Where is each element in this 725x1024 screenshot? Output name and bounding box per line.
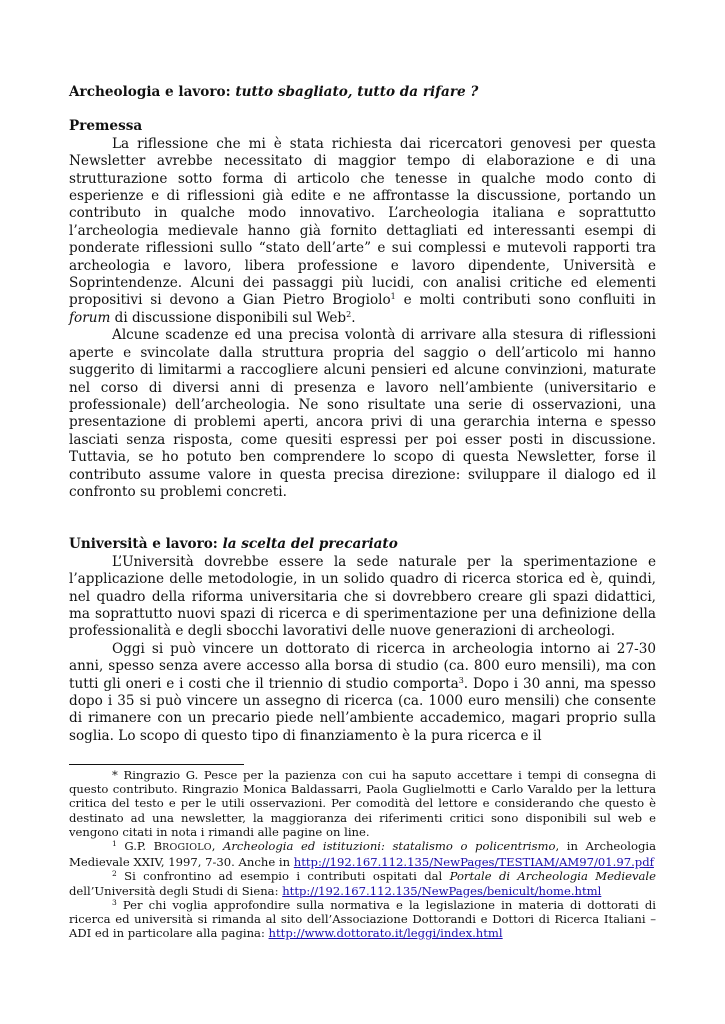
paragraph: La riflessione che mi è stata richiesta dai ricercatori genovesi per questa Newsletter avrebbe necessitato di maggior tempo di elaborazione e di una strutturazione sotto forma di articolo che tenesse in qualche modo conto di esperienze e di riflessioni già edite e ne affrontasse la discussione, portando un contributo in qualche modo innovativo. L’archeologia italiana e soprattutto l’archeologia medievale hanno già fornito dettagliati ed interessanti esempi di ponderate riflessioni sullo “stato dell’arte” e sui complessi e mutevoli rapporti tra archeologia e lavoro, libera professione e lavoro dipendente, Università e Soprintendenze. Alcuni dei passaggi più lucidi, con analisi critiche ed elementi propositivi si devono a Gian Pietro Brogiolo$^1$ e molti contributi sono confluiti in forum di discussione disponibili sul Web$^2$.	[69, 135, 656, 326]
footnote-ref-1[interactable]: 1	[390, 292, 396, 302]
section-heading-premessa: Premessa	[69, 118, 143, 135]
footnote-2: $^2$ Si confrontino ad esempio i contributi ospitati dal Portale di Archeologia Medievale dell’Università degli Studi di Siena: http://192.167.112.135/NewPages/benicult/home.html	[69, 869, 656, 898]
paragraph: Oggi si può vincere un dottorato di ricerca in archeologia intorno ai 27-30 anni, spesso senza avere accesso alla borsa di studio (ca. 800 euro mensili), ma con tutti gli oneri e i costi che il triennio di studio comporta$^3$. Dopo i 30 anni, ma spesso dopo i 35 si può vincere un assegno di ricerca (ca. 1000 euro mensili) che consente di rimanere con un precario piede nell’ambiente accademico, magari proprio sulla soglia. Lo scopo di questo tipo di finanziamento è la pura ricerca e il	[69, 640, 656, 744]
footnote-divider	[69, 764, 244, 765]
main-text	[69, 84, 656, 745]
footnote-3-link[interactable]: http://www.dottorato.it/leggi/index.html	[268, 926, 503, 941]
paragraph: L’Università dovrebbe essere la sede naturale per la sperimentazione e l’applicazione delle metodologie, in un solido quadro di ricerca storica ed è, quindi, nel quadro della riforma universitaria che si dovrebbero creare gli spazi didattici, ma soprattutto nuovi spazi di ricerca e di sperimentazione per una definizione della professionalità e degli sbocchi lavorativi delle nuove generazioni di archeologi.	[69, 553, 656, 640]
footnote-ref-2[interactable]: 2	[346, 309, 352, 319]
title-italic: tutto sbagliato, tutto da rifare ?	[235, 84, 479, 100]
paragraph: Alcune scadenze ed una precisa volontà di arrivare alla stesura di riflessioni aperte e svincolate dalla struttura propria del saggio o dell’articolo mi hanno suggerito di limitarmi a raccogliere alcuni pensieri ed alcune convinzioni, maturate nel corso di diversi anni di presenza e lavoro nell’ambiente (universitario e professionale) dell’archeologia. Ne sono risultate una serie di osservazioni, una presentazione di problemi aperti, ancora privi di una gerarchia interna e spesso lasciati senza risposta, come quesiti espressi per poi esser posti in discussione. Tuttavia, se ho potuto ben comprendere lo scopo di questa Newsletter, forse il contributo assume valore in questa precisa direzione: sviluppare il dialogo ed il confronto su problemi concreti.	[69, 327, 656, 500]
title-bold: Archeologia e lavoro:	[69, 84, 231, 100]
footnotes	[69, 764, 656, 940]
footnote-star: * Ringrazio G. Pesce per la pazienza con cui ha saputo accettare i tempi di consegna di questo contributo. Ringrazio Monica Baldassarri, Paola Guglielmotti e Carlo Varaldo per la lettura critica del testo e per le utili osservazioni. Per comodità del lettore e considerando che questo è destinato ad una newsletter, la maggioranza dei riferimenti critici sono disponibili sul web e vengono citati in nota i rimandi alle pagine on line.	[69, 768, 656, 839]
page-title	[69, 84, 656, 101]
footnote-1-link[interactable]: http://192.167.112.135/NewPages/TESTIAM/AM97/01.97.pdf	[293, 855, 654, 870]
footnote-3: $^3$ Per chi voglia approfondire sulla normativa e la legislazione in materia di dottorati di ricerca ed università si rimanda al sito dell’Associazione Dottorandi e Dottori di Ricerca Italiani – ADI ed in particolare alla pagina: http://www.dottorato.it/leggi/index.html	[69, 897, 656, 941]
footnote-2-link[interactable]: http://192.167.112.135/NewPages/benicult/home.html	[282, 883, 602, 898]
section-heading-universita: Università e lavoro: la scelta del precariato	[69, 536, 398, 553]
footnote-ref-3[interactable]: 3	[458, 675, 464, 685]
footnote-1: $^1$ G.P. BROGIOLO, Archeologia ed istituzioni: statalismo o policentrismo, in Archeologia Medievale XXIV, 1997, 7-30. Anche in http://192.167.112.135/NewPages/TESTIAM/AM97/01.97.pdf	[69, 839, 656, 870]
